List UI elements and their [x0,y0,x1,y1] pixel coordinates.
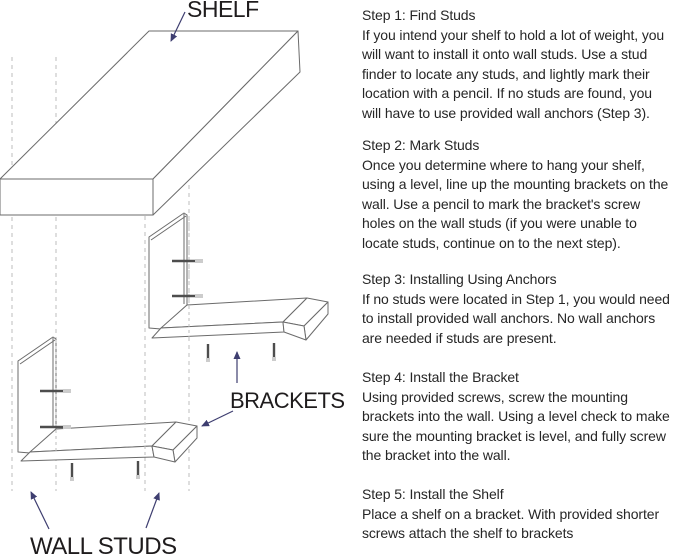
instruction-steps [362,0,674,556]
step-body: If you intend your shelf to hold a lot of weight, you will want to install it onto wall studs. Use a stud finder to locate any studs, and lightly mark their location with a pencil. If no studs are found, you will have to use provided wall anchors (Step 3). [362,26,665,121]
upper-bracket [149,213,328,340]
shelf-label: SHELF [187,0,259,22]
wall-studs-arrow-left [31,492,49,529]
step-5 [362,485,674,544]
step-body: If no studs were located in Step 1, you would need to install provided wall anchors. No wall anchors are needed if studs are present. [362,290,670,346]
step-title: Step 3: Installing Using Anchors [362,271,557,287]
step-title: Step 1: Find Studs [362,7,476,23]
wall-studs-arrow-right [146,493,159,528]
step-body: Place a shelf on a bracket. With provided shorter screws attach the shelf to brackets [362,505,660,541]
lower-bracket [18,337,197,462]
step-title: Step 2: Mark Studs [362,137,480,153]
shelf-drawing [0,31,300,215]
step-body: Once you determine where to hang your shelf, using a level, line up the mounting brackets on the wall. Use a pencil to mark the bracket's screw holes on the wall studs (if you were unable to locate studs, continue on to the next step). [362,156,669,251]
step-4 [362,368,674,466]
step-3 [362,270,674,348]
step-title: Step 4: Install the Bracket [362,369,519,385]
step-title: Step 5: Install the Shelf [362,486,504,502]
step-2 [362,136,674,253]
step-1 [362,6,674,123]
shelf-front-face [0,179,153,215]
step-body: Using provided screws, screw the mounting brackets into the wall. Using a level check to make sure the mounting bracket is level, and fully screw the bracket into the wall. [362,388,670,463]
brackets-arrow-lower [202,411,233,426]
brackets-label: BRACKETS [230,388,345,413]
wall-studs-label: WALL STUDS [30,533,177,556]
